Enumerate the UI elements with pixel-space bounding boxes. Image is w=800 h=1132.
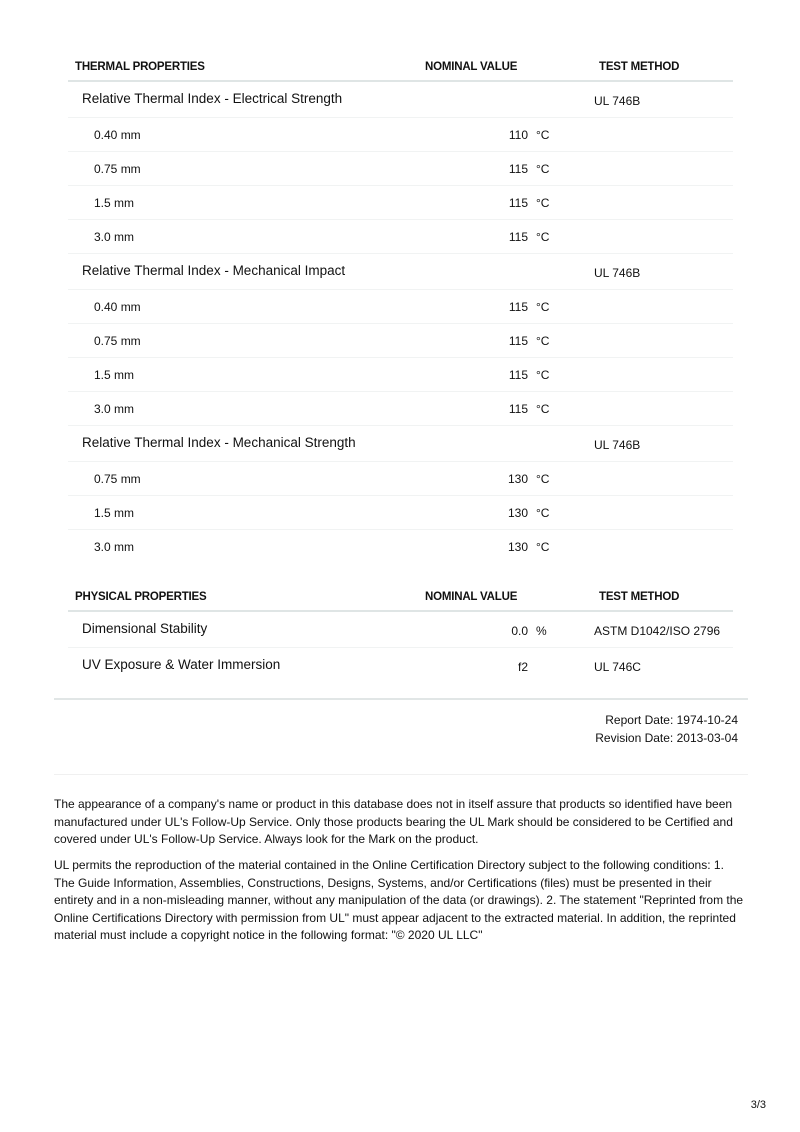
nominal-value: 115	[508, 368, 528, 382]
header-test-method: TEST METHOD	[599, 591, 680, 603]
table-row	[68, 186, 733, 220]
report-date: Report Date: 1974-10-24	[605, 713, 738, 727]
property-group-row	[68, 254, 733, 290]
property-name: Relative Thermal Index - Mechanical Strength	[82, 435, 356, 450]
thermal-properties-table	[68, 50, 733, 563]
table-row	[68, 152, 733, 186]
test-method: UL 746B	[594, 94, 641, 108]
section-divider	[54, 698, 748, 700]
nominal-value: 110	[508, 128, 528, 142]
nominal-value: 130	[507, 506, 528, 520]
unit: %	[536, 624, 547, 638]
nominal-value: 115	[508, 300, 528, 314]
property-name: Dimensional Stability	[82, 621, 208, 636]
nominal-value: 115	[508, 334, 528, 348]
nominal-value: 130	[507, 540, 528, 554]
property-name: UV Exposure & Water Immersion	[82, 657, 281, 672]
table-row	[68, 648, 733, 683]
nominal-value: 115	[508, 196, 528, 210]
unit: °C	[536, 540, 550, 554]
unit: °C	[536, 196, 550, 210]
revision-date: Revision Date: 2013-03-04	[595, 731, 738, 745]
unit: °C	[536, 506, 550, 520]
test-method: ASTM D1042/ISO 2796	[594, 624, 721, 638]
thickness: 0.75 mm	[94, 472, 141, 486]
nominal-value: 115	[508, 230, 528, 244]
table-row	[68, 118, 733, 152]
unit: °C	[536, 368, 550, 382]
table-row	[68, 462, 733, 496]
table-row	[68, 290, 733, 324]
property-name: Relative Thermal Index - Mechanical Impact	[82, 263, 346, 278]
thickness: 1.5 mm	[94, 368, 135, 382]
property-group-row	[68, 426, 733, 462]
property-name: Relative Thermal Index - Electrical Strength	[82, 91, 343, 106]
thickness: 3.0 mm	[94, 540, 135, 554]
thickness: 1.5 mm	[94, 196, 135, 210]
unit: °C	[536, 230, 550, 244]
header-nominal-value: NOMINAL VALUE	[425, 591, 518, 603]
nominal-value: f2	[517, 660, 528, 674]
nominal-value: 115	[508, 162, 528, 176]
physical-table-header	[68, 580, 733, 612]
unit: °C	[536, 162, 550, 176]
table-row	[68, 358, 733, 392]
unit: °C	[536, 472, 550, 486]
physical-properties-table	[68, 580, 733, 683]
thickness: 1.5 mm	[94, 506, 135, 520]
disclaimer-paragraph: The appearance of a company's name or product in this database does not in itself assure that products so identified have been manufactured under UL's Follow-Up Service. Only those products bearing the UL Mark should be considered to be Certified and covered under UL's Follow-Up Service. Always look for the Mark on the product.	[54, 797, 733, 846]
nominal-value: 0.0	[511, 624, 528, 638]
thickness: 3.0 mm	[94, 402, 135, 416]
unit: °C	[536, 402, 550, 416]
test-method: UL 746B	[594, 266, 641, 280]
unit: °C	[536, 128, 550, 142]
page-number: 3/3	[750, 1099, 766, 1111]
table-row	[68, 530, 733, 563]
test-method: UL 746B	[594, 438, 641, 452]
thickness: 0.40 mm	[94, 300, 141, 314]
thickness: 3.0 mm	[94, 230, 135, 244]
section-divider	[54, 774, 748, 775]
property-group-row	[68, 82, 733, 118]
unit: °C	[536, 300, 550, 314]
report-dates	[595, 711, 738, 747]
header-physical-properties: PHYSICAL PROPERTIES	[75, 591, 207, 603]
thickness: 0.75 mm	[94, 334, 141, 348]
table-row	[68, 496, 733, 530]
table-row	[68, 612, 733, 648]
thickness: 0.40 mm	[94, 128, 141, 142]
header-nominal-value: NOMINAL VALUE	[425, 61, 518, 73]
thickness: 0.75 mm	[94, 162, 141, 176]
header-test-method: TEST METHOD	[599, 61, 680, 73]
header-thermal-properties: THERMAL PROPERTIES	[75, 61, 205, 73]
thermal-table-header	[68, 50, 733, 82]
unit: °C	[536, 334, 550, 348]
nominal-value: 115	[508, 402, 528, 416]
table-row	[68, 220, 733, 254]
test-method: UL 746C	[594, 660, 641, 674]
table-row	[68, 324, 733, 358]
table-row	[68, 392, 733, 426]
reproduction-terms-paragraph: UL permits the reproduction of the material contained in the Online Certification Directory subject to the following conditions: 1. The Guide Information, Assemblies, Constructions, Designs, Systems, and/or Certifications (files) must be presented in their entirety and in a non-misleading manner, without any manipulation of the data (or drawings). 2. The statement "Reprinted from the Online Certifications Directory with permission from UL" must appear adjacent to the extracted material. In addition, the reprinted material must include a copyright notice in the following format: "© 2020 UL LLC"	[54, 858, 744, 942]
nominal-value: 130	[507, 472, 528, 486]
